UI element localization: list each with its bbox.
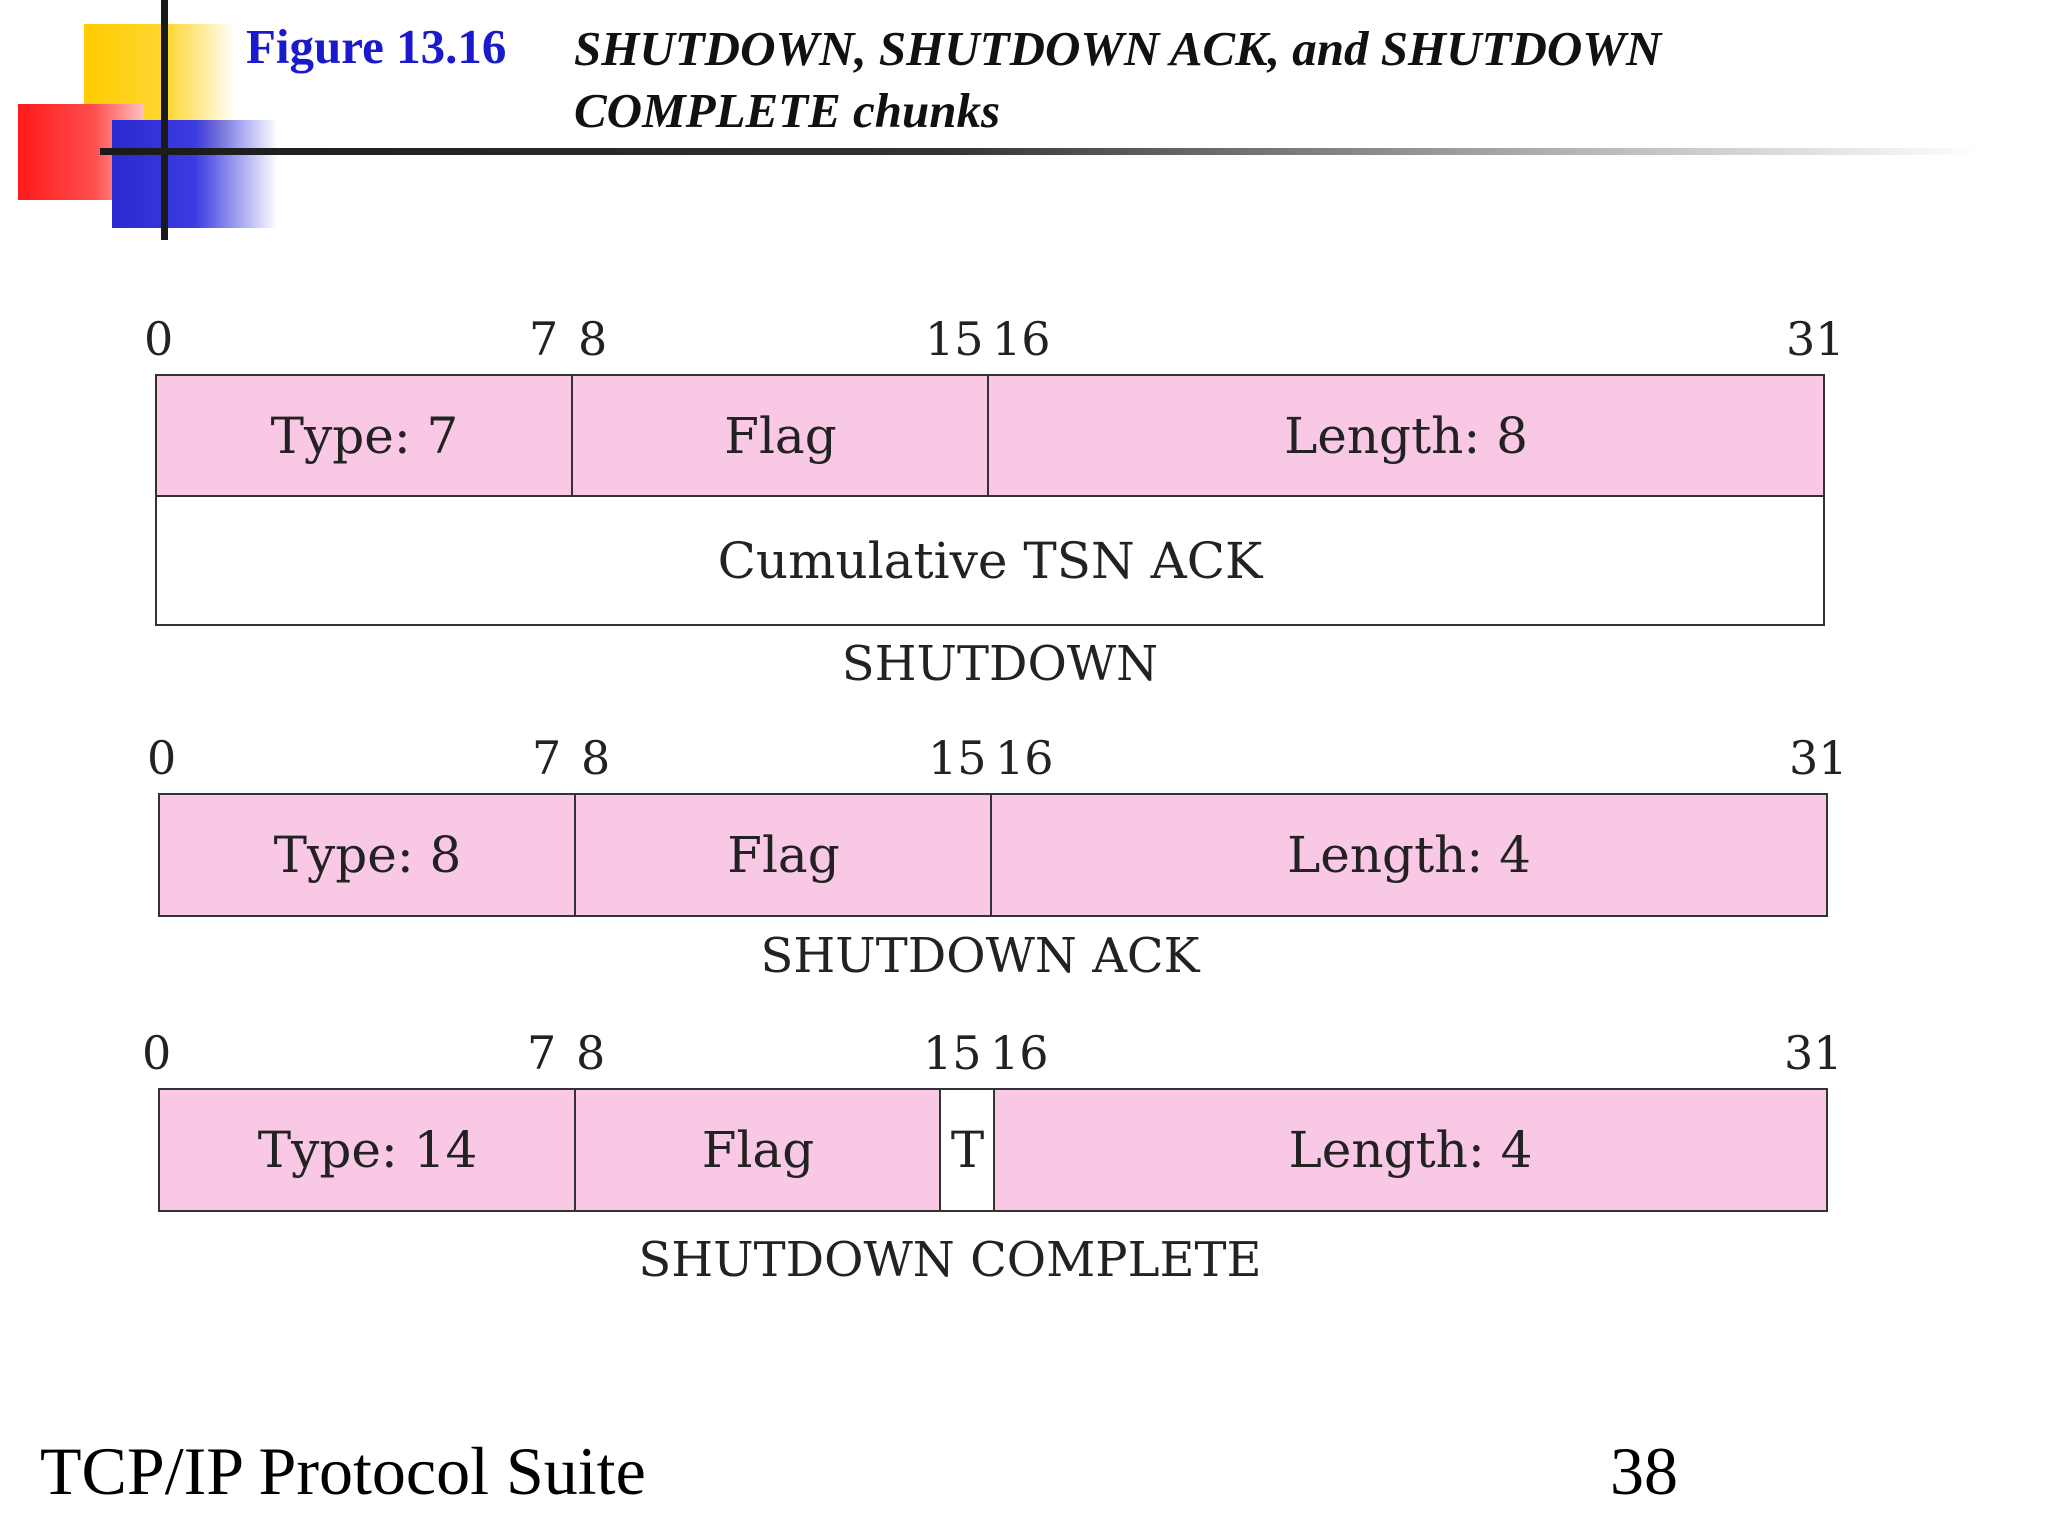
bit-15: 15	[925, 312, 984, 366]
t-bit-field: T	[939, 1088, 996, 1212]
bit-31: 31	[1784, 1026, 1843, 1080]
bit-8: 8	[581, 731, 611, 785]
flag-field: Flag	[571, 374, 990, 498]
type-field: Type: 7	[155, 374, 574, 498]
length-field: Length: 4	[993, 1088, 1828, 1212]
bit-0: 0	[144, 312, 174, 366]
type-field: Type: 14	[158, 1088, 577, 1212]
figure-title-line2: COMPLETE chunks	[574, 83, 1001, 138]
bit-0: 0	[142, 1026, 172, 1080]
figure-label: Figure 13.16	[246, 19, 507, 74]
bit-16: 16	[995, 731, 1054, 785]
bit-8: 8	[576, 1026, 606, 1080]
bit-7: 7	[527, 1026, 557, 1080]
bit-16: 16	[992, 312, 1051, 366]
bit-15: 15	[923, 1026, 982, 1080]
flag-field: Flag	[574, 793, 993, 917]
shutdown-ack-caption: SHUTDOWN ACK	[760, 928, 1200, 984]
flag-field: Flag	[574, 1088, 942, 1212]
figure-title-line1: SHUTDOWN, SHUTDOWN ACK, and SHUTDOWN	[574, 21, 1662, 76]
length-field: Length: 8	[987, 374, 1825, 498]
shutdown-complete-caption: SHUTDOWN COMPLETE	[638, 1232, 1262, 1288]
decor-blue-square	[112, 120, 278, 228]
type-field: Type: 8	[158, 793, 577, 917]
decor-vertical-line	[161, 0, 168, 240]
decor-horizontal-line	[100, 148, 1980, 155]
bit-15: 15	[928, 731, 987, 785]
bit-7: 7	[529, 312, 559, 366]
bit-16: 16	[990, 1026, 1049, 1080]
bit-31: 31	[1789, 731, 1848, 785]
cumulative-tsn-ack-field: Cumulative TSN ACK	[155, 495, 1825, 626]
figure-title	[574, 18, 1774, 142]
bit-8: 8	[578, 312, 608, 366]
bit-0: 0	[147, 731, 177, 785]
shutdown-caption: SHUTDOWN	[841, 636, 1159, 692]
length-field: Length: 4	[990, 793, 1828, 917]
bit-31: 31	[1786, 312, 1845, 366]
footer-title: TCP/IP Protocol Suite	[40, 1433, 646, 1509]
page-number: 38	[1610, 1433, 1678, 1509]
bit-7: 7	[532, 731, 562, 785]
